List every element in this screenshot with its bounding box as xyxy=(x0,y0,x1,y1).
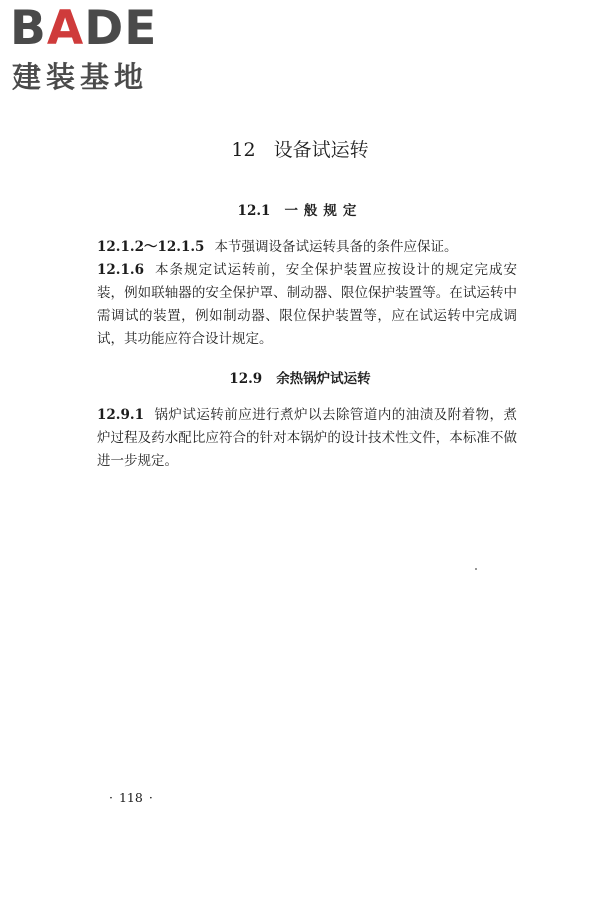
clause-text: 本节强调设备试运转具备的条件应保证。 xyxy=(214,239,458,255)
clause-text: 锅炉试运转前应进行煮炉以去除管道内的油渍及附着物，煮炉过程及药水配比应符合的针对本锅炉的设计技术性文件，本标准不做进一步规定。 xyxy=(97,407,517,469)
section-number: 12.9 xyxy=(229,371,263,387)
chapter-number: 12 xyxy=(231,139,256,161)
logo-chinese-text: 建装基地 xyxy=(12,60,149,94)
logo-wordmark: BADE xyxy=(10,1,158,56)
clause-number: 12.1.2～12.1.5 xyxy=(97,239,205,255)
watermark-logo xyxy=(10,1,180,96)
clause-number: 12.9.1 xyxy=(97,407,144,423)
section-heading xyxy=(0,369,600,389)
section-title-text: 一般规定 xyxy=(284,203,363,219)
page-number xyxy=(103,790,159,806)
page-number-bullet: · xyxy=(109,790,113,805)
clause-number: 12.1.6 xyxy=(97,262,144,278)
clause-text: 本条规定试运转前，安全保护装置应按设计的规定完成安装，例如联轴器的安全保护罩、制动器、限位保护装置等。在试运转中需调试的装置，例如制动器、限位保护装置等，应在试运转中完成调试，其功能应符合设计规定。 xyxy=(97,262,517,347)
section-heading xyxy=(0,201,600,221)
page-number-value: 118 xyxy=(118,790,143,805)
clause-paragraph xyxy=(97,404,517,473)
clause-paragraph xyxy=(97,236,517,259)
section-title-text: 余热锅炉试运转 xyxy=(276,371,371,387)
chapter-title xyxy=(0,137,600,163)
clause-paragraph xyxy=(97,259,517,351)
scan-speck xyxy=(475,568,477,570)
section-number: 12.1 xyxy=(237,203,271,219)
chapter-title-text: 设备试运转 xyxy=(273,139,369,161)
page-number-bullet: · xyxy=(148,790,153,805)
